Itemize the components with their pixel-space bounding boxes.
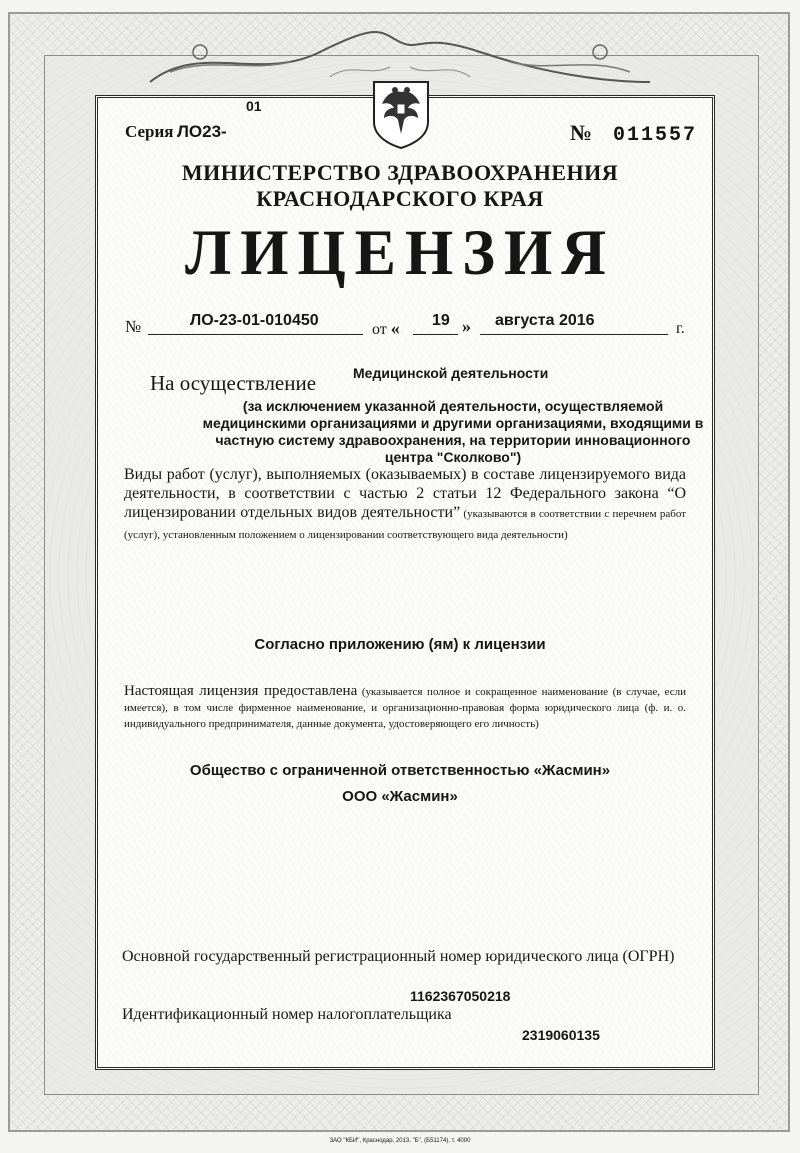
appendix-reference: Согласно приложению (ям) к лицензии [254, 636, 546, 653]
license-close-quote: » [462, 316, 471, 336]
ogrn-value: 1162367050218 [410, 988, 511, 1004]
inn-value: 2319060135 [522, 1027, 600, 1043]
license-number-underline [148, 334, 363, 335]
form-number: 011557 [613, 124, 698, 147]
series-superscript: 01 [246, 98, 262, 114]
granted-small-text: (указывается полное и сокращенное наименование (в случае, если имеется), в том числе фирменное наименование, и организационно-правовая форма юридического лица (ф. и. о. индивидуального предпринимателя, данные документа, удостоверяющего его личность) [124, 686, 686, 730]
license-date-from-label: от « [372, 318, 400, 338]
ogrn-label: Основной государственный регистрационный номер юридического лица (ОГРН) [122, 948, 675, 965]
printer-imprint: ЗАО "КБИ", Краснодар, 2013, "Б", (Б51174), т. 4000 [329, 1138, 471, 1144]
license-day: 19 [432, 312, 450, 329]
works-description [124, 465, 686, 545]
granted-main-text: Настоящая лицензия предоставлена [124, 683, 358, 699]
organization-full-name: Общество с ограниченной ответственностью «Жасмин» [189, 762, 611, 779]
works-main-text: Виды работ (услуг), выполняемых (оказываемых) в составе лицензируемого вида деятельности, в соответствии с частью 2 статьи 12 Федерального закона “О лицензировании отдельных видов деятельности” [124, 466, 686, 521]
license-year-suffix: г. [676, 320, 685, 337]
document-title: ЛИЦЕНЗИЯ [185, 217, 615, 289]
ministry-name-line2: КРАСНОДАРСКОГО КРАЯ [256, 186, 544, 211]
license-number-sign: № [125, 317, 142, 336]
license-month-year: августа 2016 [495, 312, 595, 329]
activity-label: На осуществление [150, 371, 317, 395]
organization-short-name: ООО «Жасмин» [342, 788, 458, 805]
license-day-underline [413, 334, 458, 335]
granted-description [124, 684, 686, 732]
inn-label: Идентификационный номер налогоплательщика [122, 1006, 452, 1023]
series-code: ЛО23- [177, 122, 227, 141]
license-month-underline [480, 334, 668, 335]
activity-note: (за исключением указанной деятельности, осуществляемой медицинскими организациями и другими организациями, входящими в частную систему здравоохранения, на территории инновационного центра "Сколково") [202, 398, 704, 465]
form-number-label: № [570, 120, 593, 145]
activity-value: Медицинской деятельности [353, 365, 549, 381]
series-label: Серия [125, 122, 174, 141]
license-number: ЛО-23-01-010450 [190, 312, 319, 329]
ministry-name-line1: МИНИСТЕРСТВО ЗДРАВООХРАНЕНИЯ [181, 160, 619, 185]
works-small-text: (указываются в соответствии с перечнем работ (услуг), установленным положением о лицензировании соответствующего вида деятельности) [124, 508, 687, 541]
coat-of-arms-icon [370, 78, 432, 150]
